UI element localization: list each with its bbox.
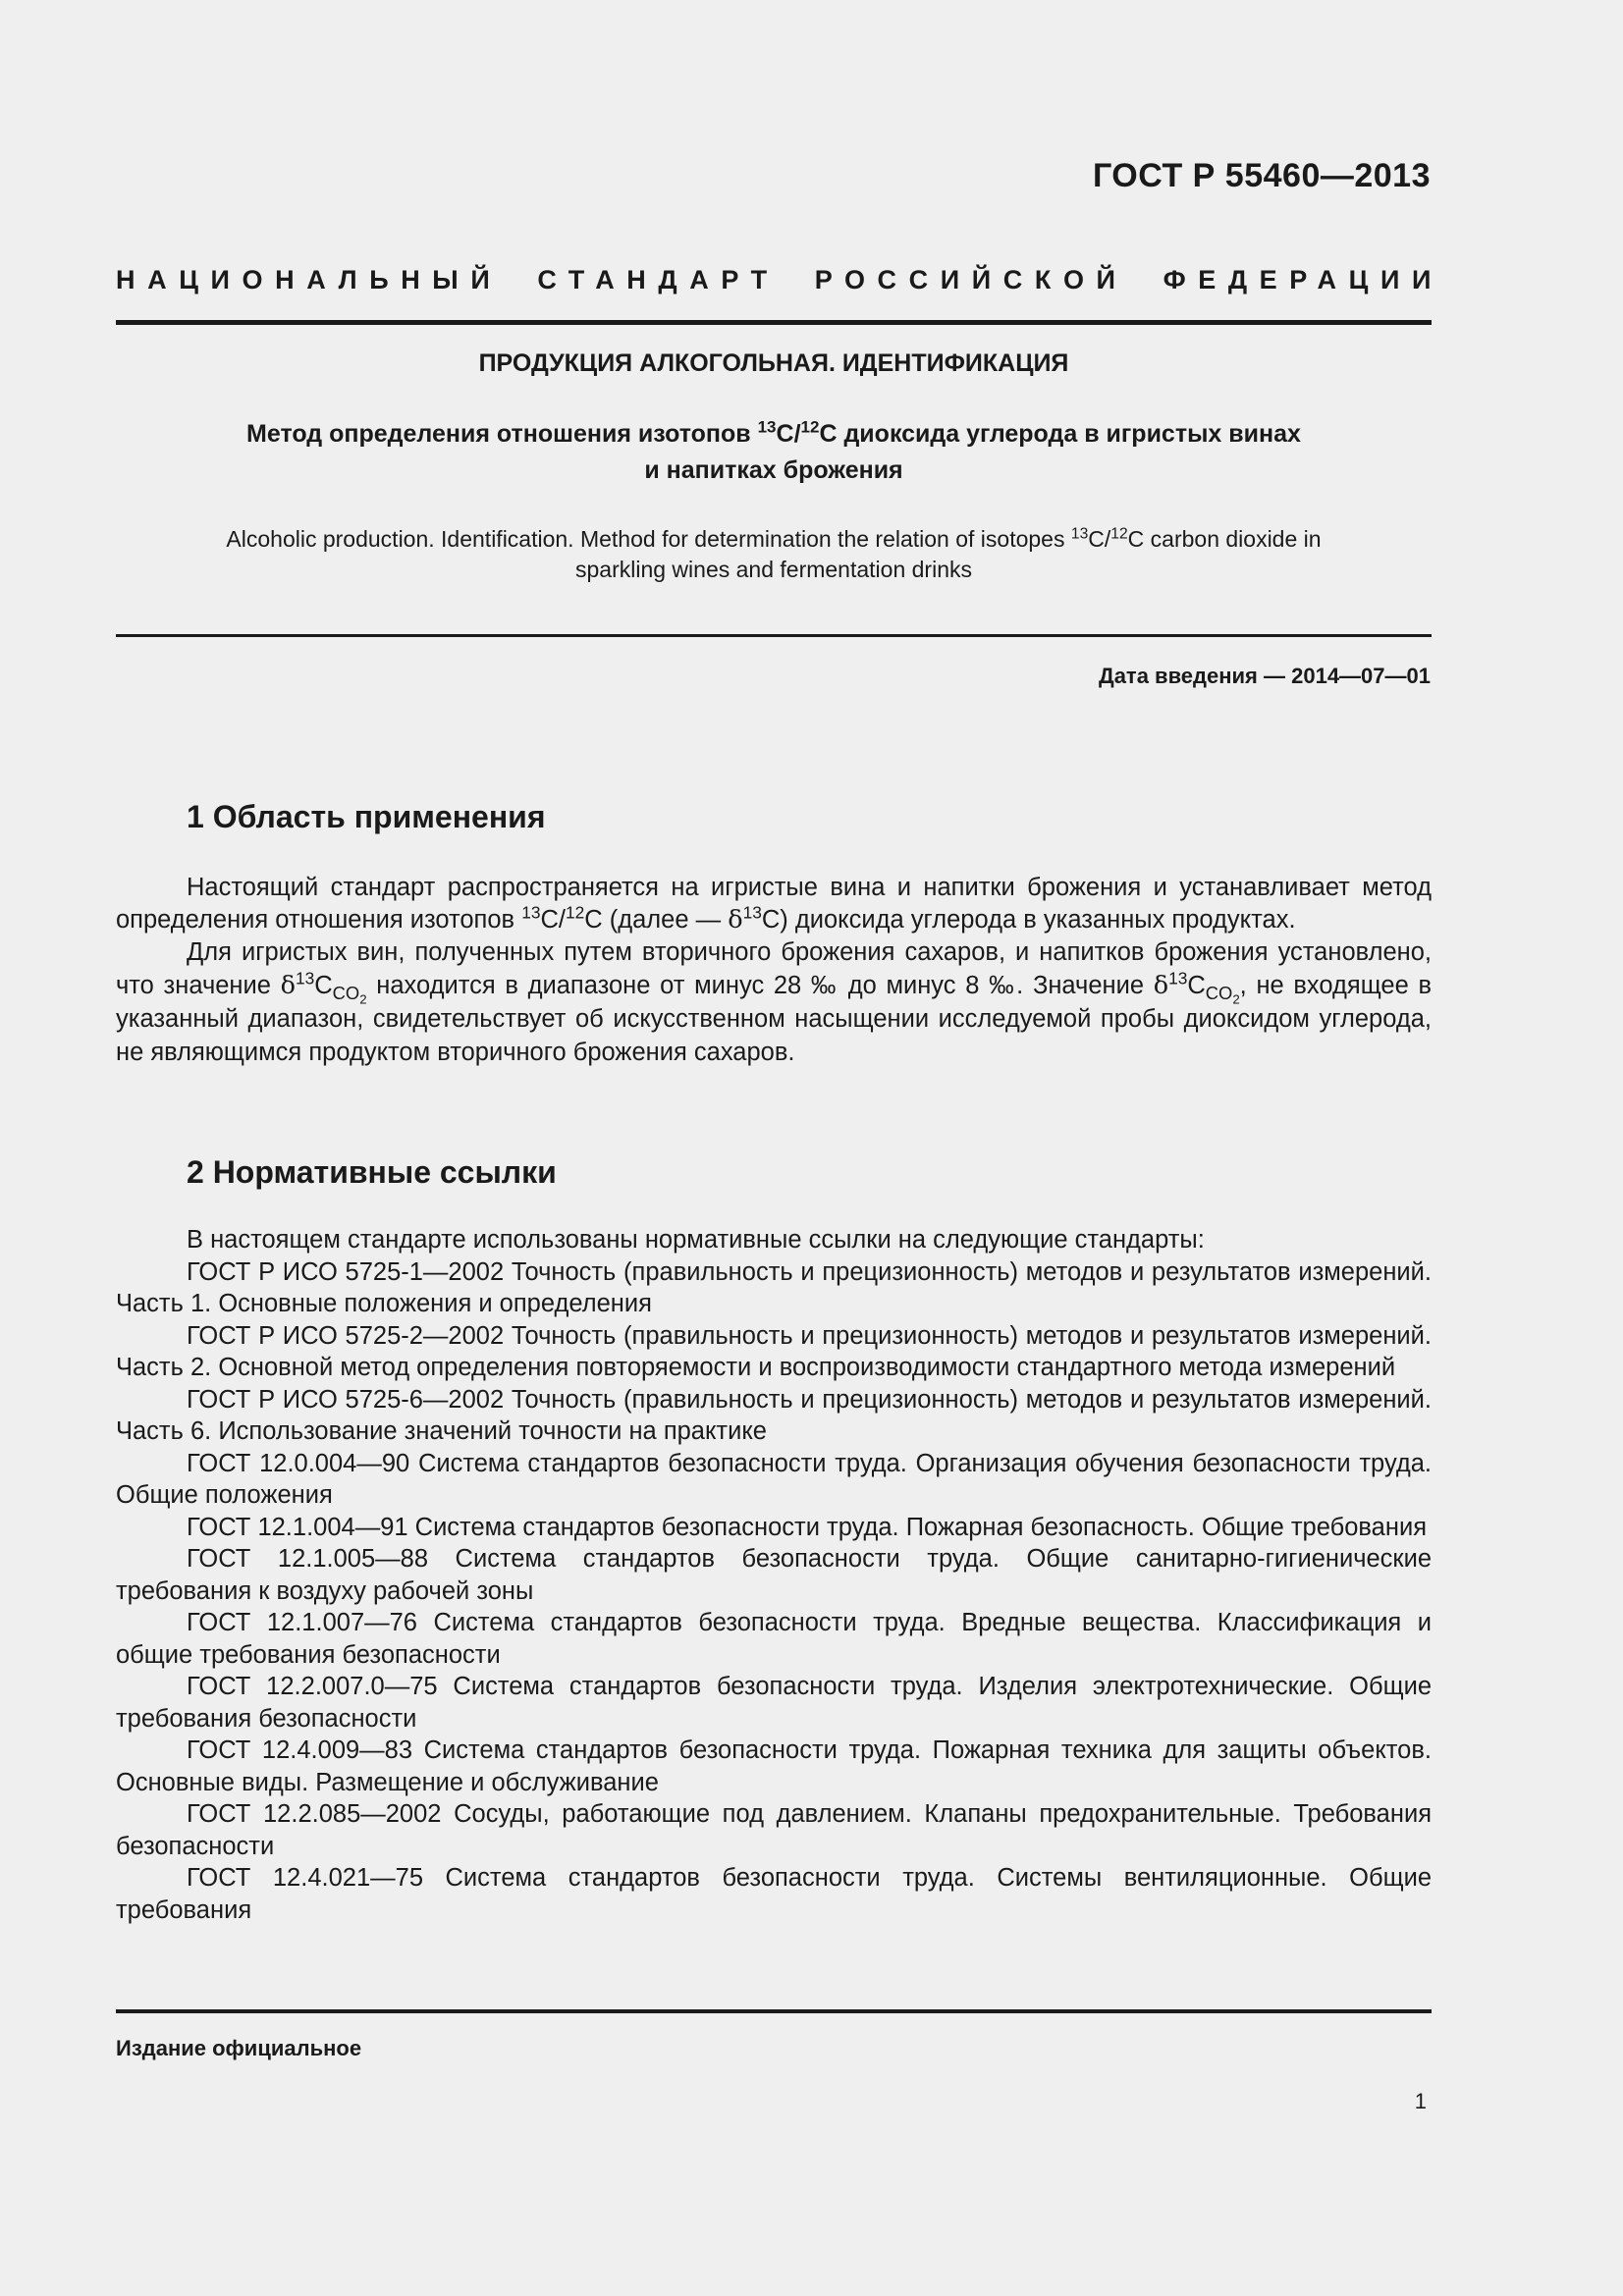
reference-item: ГОСТ 12.2.085—2002 Сосуды, работающие под давлением. Клапаны предохранительные. Требования безопасности <box>116 1800 1432 1860</box>
banner-word: РОССИЙСКОЙ <box>814 265 1128 294</box>
superscript: 13 <box>757 417 777 437</box>
subtitle-text: C/ <box>776 420 801 448</box>
subtitle-text: Метод определения отношения изотопов <box>246 420 758 448</box>
text: C (далее — <box>584 905 729 934</box>
text: C/ <box>540 905 566 934</box>
delta-symbol: δ <box>280 971 296 1000</box>
page-number: 1 <box>1414 2089 1427 2113</box>
reference-item: ГОСТ Р ИСО 5725-6—2002 Точность (правильность и прецизионность) методов и результатов измерений. Часть 6. Использование значений точности на практике <box>116 1385 1432 1445</box>
banner-word: ФЕДЕРАЦИИ <box>1163 265 1443 294</box>
english-text: sparkling wines and fermentation drinks <box>575 557 972 582</box>
subtitle-text: и напитках брожения <box>644 456 903 484</box>
section-1-heading: 1 Область применения <box>187 799 546 834</box>
reference-item: ГОСТ 12.2.007.0—75 Система стандартов безопасности труда. Изделия электротехнические. Общие требования безопасности <box>116 1673 1432 1733</box>
subscript: 2 <box>359 992 367 1008</box>
subscript <box>1205 983 1240 1008</box>
paragraph: В настоящем стандарте использованы нормативные ссылки на следующие стандарты: <box>187 1226 1205 1254</box>
reference-item: ГОСТ 12.1.007—76 Система стандартов безопасности труда. Вредные вещества. Классификация и общие требования безопасности <box>116 1609 1432 1669</box>
subscript: 2 <box>1232 992 1240 1008</box>
standard-code: ГОСТ Р 55460—2013 <box>1092 157 1431 194</box>
title-rule <box>116 634 1432 637</box>
text: C) диоксида углерода в указанных продуктах. <box>761 905 1296 934</box>
superscript: 13 <box>521 901 541 922</box>
english-text: C/ <box>1088 526 1111 552</box>
reference-item: ГОСТ 12.4.021—75 Система стандартов безопасности труда. Системы вентиляционные. Общие требования <box>116 1864 1432 1924</box>
header-rule <box>116 320 1432 325</box>
superscript: 13 <box>295 968 315 988</box>
reference-item: ГОСТ 12.4.009—83 Система стандартов безопасности труда. Пожарная техника для защиты объектов. Основные виды. Размещение и обслуживание <box>116 1736 1432 1796</box>
english-text: C carbon dioxide in <box>1127 526 1322 552</box>
banner-word: СТАНДАРТ <box>537 265 780 294</box>
text: , не входящее в указанный диапазон, свидетельствует об искусственном насыщении исследуемой пробы диоксидом углерода, не являющимся продуктом вторичного брожения сахаров. <box>116 972 1432 1066</box>
footer-rule <box>116 2009 1432 2013</box>
paragraph <box>116 872 1432 935</box>
text: находится в диапазоне от минус 28 ‰ до минус 8 ‰. Значение <box>366 972 1154 999</box>
delta-symbol: δ <box>728 904 743 934</box>
reference-item: ГОСТ 12.0.004—90 Система стандартов безопасности труда. Организация обучения безопасности труда. Общие положения <box>116 1449 1432 1509</box>
text: C <box>314 972 333 999</box>
reference-item: ГОСТ 12.1.005—88 Система стандартов безопасности труда. Общие санитарно-гигиенические требования к воздуху рабочей зоны <box>116 1545 1432 1605</box>
superscript: 13 <box>742 901 762 922</box>
english-title <box>116 524 1432 585</box>
subtitle-text: С диоксида углерода в игристых винах <box>819 420 1301 448</box>
banner-word: НАЦИОНАЛЬНЫЙ <box>116 265 503 294</box>
reference-item: ГОСТ 12.1.004—91 Система стандартов безопасности труда. Пожарная безопасность. Общие требования <box>187 1513 1427 1541</box>
text: CO <box>332 983 360 1004</box>
superscript: 13 <box>1168 968 1188 988</box>
subscript <box>332 983 367 1008</box>
english-text: Alcoholic production. Identification. Method for determination the relation of isotopes <box>226 526 1071 552</box>
introduction-date: Дата введения — 2014—07—01 <box>1099 664 1431 688</box>
national-standard-banner <box>116 265 1443 295</box>
superscript: 13 <box>1070 525 1089 543</box>
section-2-body <box>116 1224 1432 1926</box>
text: CO <box>1205 983 1233 1004</box>
document-subtitle <box>116 416 1432 489</box>
text: C <box>1187 972 1206 999</box>
superscript: 12 <box>800 417 820 437</box>
official-edition-label: Издание официальное <box>116 2036 362 2060</box>
text: Настоящий стандарт распространяется на игристые вина и напитки брожения и устанавливает метод определения отношения изотопов <box>116 874 1432 934</box>
superscript: 12 <box>565 901 585 922</box>
paragraph <box>116 935 1432 1069</box>
section-1-body <box>116 872 1432 1069</box>
document-title: ПРОДУКЦИЯ АЛКОГОЛЬНАЯ. ИДЕНТИФИКАЦИЯ <box>478 349 1069 377</box>
reference-item: ГОСТ Р ИСО 5725-2—2002 Точность (правильность и прецизионность) методов и результатов измерений. Часть 2. Основной метод определения повторяемости и воспроизводимости стандартного метода измерений <box>116 1321 1432 1381</box>
reference-item: ГОСТ Р ИСО 5725-1—2002 Точность (правильность и прецизионность) методов и результатов измерений. Часть 1. Основные положения и определения <box>116 1257 1432 1317</box>
text: Для игристых вин, полученных путем вторичного брожения сахаров, и напитков брожения установлено, что значение <box>116 938 1432 999</box>
delta-symbol: δ <box>1153 971 1169 1000</box>
superscript: 12 <box>1110 525 1128 543</box>
section-2-heading: 2 Нормативные ссылки <box>187 1154 557 1190</box>
